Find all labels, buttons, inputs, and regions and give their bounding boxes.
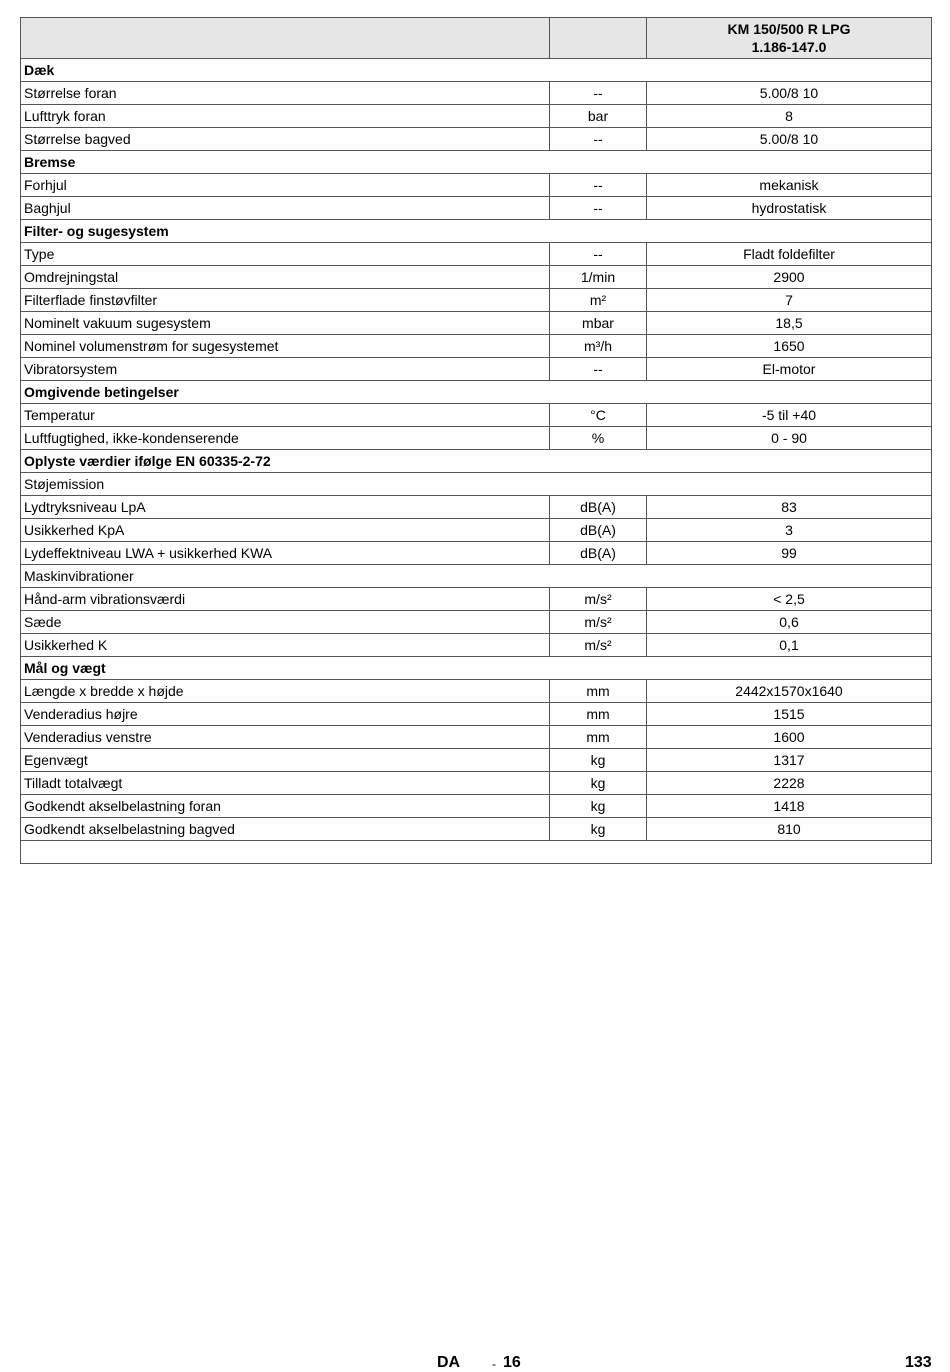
footer-page-number: 133 [905,1354,932,1371]
section-title: Oplyste værdier ifølge EN 60335-2-72 [21,450,932,473]
section-title: Støjemission [21,473,932,496]
table-row [21,128,932,151]
spec-value: 99 [647,542,932,565]
table-row [21,795,932,818]
spec-unit: m³/h [550,335,647,358]
spec-value: 810 [647,818,932,841]
spec-label: Lydeffektniveau LWA + usikkerhed KWA [21,542,550,565]
table-row [21,634,932,657]
table-row [21,82,932,105]
table-row [21,404,932,427]
spec-unit: mm [550,680,647,703]
spec-value: mekanisk [647,174,932,197]
table-row [21,749,932,772]
spec-value: 5.00/8 10 [647,82,932,105]
spec-label: Hånd-arm vibrationsværdi [21,588,550,611]
table-row [21,496,932,519]
spec-value: 1317 [647,749,932,772]
spec-value: 2900 [647,266,932,289]
spec-value: -5 til +40 [647,404,932,427]
spec-unit: -- [550,82,647,105]
spec-unit: mm [550,703,647,726]
subsection-header-row [21,565,932,588]
spec-value: 0 - 90 [647,427,932,450]
spec-table [20,17,932,864]
spec-label: Længde x bredde x højde [21,680,550,703]
spec-unit: m/s² [550,588,647,611]
spec-label: Forhjul [21,174,550,197]
section-title: Maskinvibrationer [21,565,932,588]
table-row [21,289,932,312]
section-title: Filter- og sugesystem [21,220,932,243]
table-row [21,105,932,128]
model-name: KM 150/500 R LPG [727,21,851,37]
section-header-row [21,381,932,404]
table-row [21,726,932,749]
spec-value: 0,1 [647,634,932,657]
spec-value: El-motor [647,358,932,381]
spec-value: 2228 [647,772,932,795]
section-header-row [21,220,932,243]
spec-value: < 2,5 [647,588,932,611]
table-row [21,174,932,197]
spec-label: Usikkerhed KpA [21,519,550,542]
spec-value: 1650 [647,335,932,358]
spec-value: 7 [647,289,932,312]
table-header-row [21,18,932,59]
section-header-row [21,59,932,82]
spec-unit: kg [550,749,647,772]
spec-value: 1515 [647,703,932,726]
footer-page-label: 16 [503,1354,521,1371]
spec-label: Temperatur [21,404,550,427]
table-row [21,312,932,335]
table-row [21,611,932,634]
spec-unit: -- [550,243,647,266]
spec-unit: m/s² [550,634,647,657]
spec-label: Nominel volumenstrøm for sugesystemet [21,335,550,358]
table-row [21,358,932,381]
footer-dash: - [492,1357,496,1371]
section-header-row [21,151,932,174]
spec-unit: bar [550,105,647,128]
spec-value: hydrostatisk [647,197,932,220]
spec-label: Tilladt totalvægt [21,772,550,795]
spec-value: 5.00/8 10 [647,128,932,151]
spec-label: Sæde [21,611,550,634]
spec-unit: kg [550,772,647,795]
spec-label: Vibratorsystem [21,358,550,381]
spec-value: 18,5 [647,312,932,335]
spec-unit: -- [550,128,647,151]
spec-value: 8 [647,105,932,128]
table-row [21,335,932,358]
spec-label: Nominelt vakuum sugesystem [21,312,550,335]
spec-unit: dB(A) [550,496,647,519]
spec-unit: -- [550,174,647,197]
table-row [21,243,932,266]
spec-unit: dB(A) [550,519,647,542]
spec-label: Størrelse bagved [21,128,550,151]
spec-label: Omdrejningstal [21,266,550,289]
spec-label: Venderadius venstre [21,726,550,749]
spec-unit: kg [550,795,647,818]
spec-unit: 1/min [550,266,647,289]
table-row [21,427,932,450]
empty-cell [21,841,932,864]
section-title: Dæk [21,59,932,82]
section-title: Mål og vægt [21,657,932,680]
table-row [21,542,932,565]
spec-unit: mm [550,726,647,749]
spec-unit: -- [550,197,647,220]
table-row [21,519,932,542]
table-row [21,703,932,726]
spec-unit: m² [550,289,647,312]
spec-unit: m/s² [550,611,647,634]
table-row [21,818,932,841]
spec-unit: mbar [550,312,647,335]
table-row [21,266,932,289]
spec-value: Fladt foldefilter [647,243,932,266]
spec-label: Godkendt akselbelastning bagved [21,818,550,841]
table-row [21,772,932,795]
spec-label: Baghjul [21,197,550,220]
spec-unit: °C [550,404,647,427]
spec-label: Luftfugtighed, ikke-kondenserende [21,427,550,450]
spec-value: 1600 [647,726,932,749]
spec-value: 2442x1570x1640 [647,680,932,703]
spec-unit: kg [550,818,647,841]
header-label-cell [21,18,550,59]
table-end-row [21,841,932,864]
header-model-cell [647,18,932,59]
table-row [21,680,932,703]
section-title: Bremse [21,151,932,174]
spec-label: Usikkerhed K [21,634,550,657]
spec-label: Type [21,243,550,266]
spec-unit: % [550,427,647,450]
header-unit-cell [550,18,647,59]
spec-label: Godkendt akselbelastning foran [21,795,550,818]
spec-value: 1418 [647,795,932,818]
spec-label: Egenvægt [21,749,550,772]
spec-unit: -- [550,358,647,381]
subsection-header-row [21,473,932,496]
footer-language: DA [437,1354,461,1371]
spec-value: 0,6 [647,611,932,634]
section-header-row [21,657,932,680]
spec-label: Størrelse foran [21,82,550,105]
part-number: 1.186-147.0 [751,39,827,55]
spec-label: Filterflade finstøvfilter [21,289,550,312]
spec-value: 83 [647,496,932,519]
spec-label: Venderadius højre [21,703,550,726]
spec-label: Lydtryksniveau LpA [21,496,550,519]
spec-value: 3 [647,519,932,542]
table-row [21,197,932,220]
section-title: Omgivende betingelser [21,381,932,404]
table-row [21,588,932,611]
spec-unit: dB(A) [550,542,647,565]
spec-label: Lufttryk foran [21,105,550,128]
section-header-row [21,450,932,473]
